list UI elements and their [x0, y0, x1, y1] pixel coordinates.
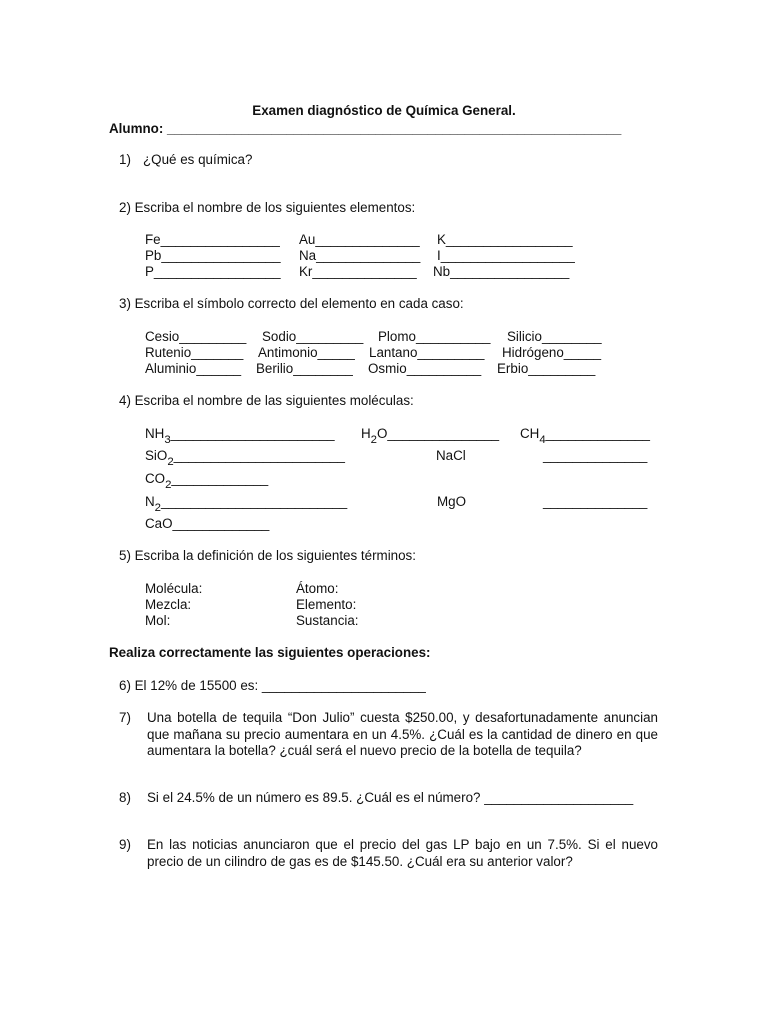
term-label: Mezcla:: [145, 597, 192, 612]
q7-text: Una botella de tequila “Don Julio” cuesta $250.00, y desafortunadamente anuncian que mañana su precio aumentara en un 4.5%. ¿Cuál es la cantidad de dinero en que aumentara la botella? ¿cuál será el nuevo precio de la botella de tequila?: [147, 710, 658, 758]
q4-text: 4) Escriba el nombre de las siguientes moléculas:: [119, 393, 414, 408]
molecule-n2: $N_2\_\_\_\_\_\_\_\_\_\_\_\_\_\_\_\_\_\_\_\_\_\_\_\_\_$: [145, 494, 348, 514]
q9-text: En las noticias anunciaron que el precio del gas LP bajo en un 7.5%. Si el nuevo precio de un cilindro de gas es de $145.50. ¿Cuál era su anterior valor?: [147, 837, 658, 869]
q2-item: Pb________________: [145, 248, 281, 263]
q3-item: Sodio_________: [262, 329, 364, 344]
q3-item: Silicio________: [507, 329, 602, 344]
q3-item: Hidrógeno_____: [502, 345, 602, 360]
q8-number: 8): [119, 790, 131, 805]
molecule-sio2: SiO$_2$_______________________: [145, 448, 345, 468]
q2-item: Fe________________: [145, 232, 280, 247]
q3-text: 3) Escriba el símbolo correcto del elemento en cada caso:: [119, 296, 464, 311]
q1-text: ¿Qué es química?: [143, 152, 253, 167]
term-label: Mol:: [145, 613, 171, 628]
term-label: Átomo:: [296, 581, 339, 596]
q7-number: 7): [119, 710, 131, 725]
q1-number: 1): [119, 152, 131, 167]
q3-item: Cesio_________: [145, 329, 247, 344]
mgo-answer-line: ______________: [543, 494, 648, 509]
q3-item: Lantano_________: [369, 345, 485, 360]
q3-item: Aluminio______: [145, 361, 242, 376]
nacl-answer-line: ______________: [543, 448, 648, 463]
q8-text: Si el 24.5% de un número es 89.5. ¿Cuál es el número? ____________________: [147, 790, 634, 805]
q2-text: 2) Escriba el nombre de los siguientes elementos:: [119, 200, 416, 215]
molecule-nacl: NaCl: [436, 448, 466, 463]
q3-item: Erbio_________: [497, 361, 596, 376]
q9-number: 9): [119, 837, 131, 852]
q2-item: Nb________________: [433, 264, 570, 279]
molecule-h2o: $H_2O\_\_\_\_\_\_\_\_\_\_\_\_\_\_\_$: [361, 426, 500, 446]
q2-item: Na______________: [299, 248, 421, 263]
q2-item: K_________________: [437, 232, 573, 247]
q3-item: Plomo__________: [378, 329, 491, 344]
q2-item: I__________________: [437, 248, 575, 263]
exam-title: Examen diagnóstico de Química General.: [252, 103, 516, 118]
term-label: Sustancia:: [296, 613, 359, 628]
molecule-cao: CaO_____________: [145, 516, 270, 531]
q2-item: P_________________: [145, 264, 281, 279]
section-operations-heading: Realiza correctamente las siguientes operaciones:: [109, 645, 431, 660]
q2-item: Kr______________: [299, 264, 417, 279]
q2-item: Au______________: [299, 232, 420, 247]
q5-text: 5) Escriba la definición de los siguientes términos:: [119, 548, 416, 563]
student-name-line: Alumno: _____________________________________________________________: [109, 121, 622, 136]
q3-item: Rutenio_______: [145, 345, 244, 360]
q3-item: Antimonio_____: [258, 345, 355, 360]
term-label: Molécula:: [145, 581, 203, 596]
term-label: Elemento:: [296, 597, 357, 612]
q6-text: 6) El 12% de 15500 es: ______________________: [119, 678, 426, 693]
q3-item: Berilio________: [256, 361, 353, 376]
molecule-ch4: $CH_4\_\_\_\_\_\_\_\_\_\_\_\_\_\_$: [520, 426, 650, 446]
molecule-nh3: $NH_3\_\_\_\_\_\_\_\_\_\_\_\_\_\_\_\_\_\_\_\_\_\_$: [145, 426, 335, 446]
molecule-co2: $CO_2\_\_\_\_\_\_\_\_\_\_\_\_\_$: [145, 471, 269, 491]
molecule-mgo: MgO: [437, 494, 467, 509]
q3-item: Osmio__________: [368, 361, 482, 376]
